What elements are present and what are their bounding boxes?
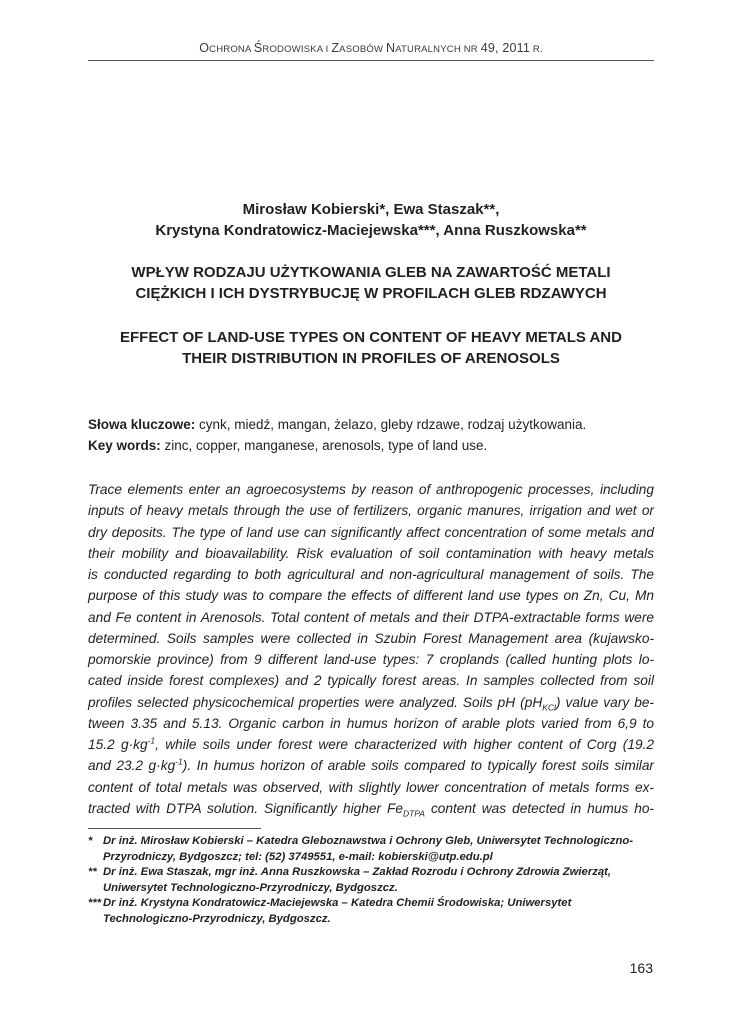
journal-name-part: ATURALNYCH NR bbox=[395, 44, 481, 55]
footnote bbox=[88, 896, 654, 927]
authors-line: Krystyna Kondratowicz-Maciejewska***, Anna Ruszkowska** bbox=[155, 222, 587, 239]
abstract-text: ) value vary be- bbox=[555, 694, 654, 710]
title-english-line: EFFECT OF LAND-USE TYPES ON CONTENT OF HEAVY METALS AND bbox=[120, 329, 622, 346]
abstract-text: , while soils under forest were characterized with higher content of Corg (19.2 bbox=[155, 737, 654, 752]
superscript: -1 bbox=[147, 735, 156, 746]
abstract-line: dry deposits. The type of land use can significantly affect concentration of some metals and bbox=[88, 524, 654, 540]
abstract-line bbox=[88, 755, 654, 776]
footnote bbox=[88, 834, 654, 865]
journal-name-part: Ś bbox=[253, 41, 263, 55]
footnotes bbox=[88, 834, 654, 927]
superscript: -1 bbox=[175, 756, 183, 767]
abstract-text: content was detected in humus ho- bbox=[424, 800, 654, 816]
title-english-line: THEIR DISTRIBUTION IN PROFILES OF ARENOSOLS bbox=[182, 350, 560, 367]
footnote-text: Dr inż. Ewa Staszak, mgr inż. Anna Ruszkowska – Zakład Rozrodu i Ochrony Zdrowia Zwierząt, Uniwersytet Technologiczno-Przyrodniczy, Bydgoszcz. bbox=[103, 866, 612, 894]
abstract-text: and 23.2 g·kg bbox=[88, 758, 176, 774]
title-english bbox=[88, 327, 654, 369]
footnote-text: Dr inż. Mirosław Kobierski – Katedra Gleboznawstwa i Ochrony Gleb, Uniwersytet Technologiczno-Przyrodniczy, Bydgoszcz; tel: (52) 3749551, e-mail: kobierski@utp.edu.pl bbox=[103, 835, 634, 863]
abstract-line bbox=[88, 798, 654, 819]
abstract-line bbox=[88, 734, 654, 755]
footnote-text: Dr inż. Krystyna Kondratowicz-Maciejewska – Katedra Chemii Środowiska; Uniwersytet Technologiczno-Przyrodniczy, Bydgoszcz. bbox=[103, 897, 572, 925]
subscript: KCl bbox=[542, 702, 556, 713]
footnote-mark: ** bbox=[88, 866, 97, 878]
keywords-english-text: zinc, copper, manganese, arenosols, type of land use. bbox=[160, 438, 488, 453]
title-polish-line: CIĘŻKICH I ICH DYSTRYBUCJĘ W PROFILACH GLEB RDZAWYCH bbox=[135, 285, 607, 302]
abstract-text: ). In humus horizon of arable soils compared to typically forest soils similar bbox=[182, 758, 654, 774]
abstract-line: pomorskie province) from 9 different land-use types: 7 croplands (called hunting plots lo- bbox=[88, 652, 654, 667]
footnote-mark: * bbox=[88, 835, 93, 847]
abstract-line: Trace elements enter an agroecosystems by reason of anthropogenic processes, including bbox=[88, 482, 654, 497]
journal-name-part: Z bbox=[331, 41, 340, 55]
keywords-polish-text: cynk, miedź, mangan, żelazo, gleby rdzawe, rodzaj użytkowania. bbox=[195, 417, 587, 432]
journal-name-part: N bbox=[385, 41, 396, 55]
authors-line: Mirosław Kobierski*, Ewa Staszak**, bbox=[242, 201, 500, 218]
page-number: 163 bbox=[629, 960, 653, 976]
running-header bbox=[88, 41, 654, 55]
abstract-line: is conducted regarding to both agricultural and non-agricultural management of soils. The bbox=[88, 567, 654, 582]
journal-name-part: RODOWISKA I bbox=[262, 44, 332, 55]
abstract-line: tween 3.35 and 5.13. Organic carbon in humus horizon of arable plots varied from 6,9 to bbox=[88, 715, 654, 731]
footnote-rule bbox=[88, 828, 261, 829]
abstract-line: inputs of heavy metals through the use of fertilizers, organic manures, irrigation and wet or bbox=[88, 503, 654, 519]
journal-name-part: CHRONA bbox=[209, 44, 254, 55]
title-polish bbox=[88, 262, 654, 304]
journal-issue-suffix: R. bbox=[530, 44, 543, 55]
abstract-line: cated inside forest complexes) and 2 typically forest areas. In samples collected from soil bbox=[88, 673, 654, 689]
footnote-mark: *** bbox=[88, 897, 102, 909]
abstract-line: their mobility and bioavailability. Risk evaluation of soil contamination with heavy metals bbox=[88, 545, 654, 561]
keywords-polish bbox=[88, 414, 654, 435]
footnote bbox=[88, 865, 654, 896]
keywords-english bbox=[88, 435, 654, 456]
journal-issue: 49, 2011 bbox=[480, 41, 531, 55]
abstract-line: content of total metals was observed, with slightly lower concentration of metals forms ex- bbox=[88, 779, 654, 795]
abstract-line: purpose of this study was to compare the effects of different land use types on Zn, Cu, Mn bbox=[88, 588, 654, 604]
subscript: DTPA bbox=[402, 808, 425, 819]
abstract-text: tracted with DTPA solution. Significantly higher Fe bbox=[88, 800, 403, 816]
abstract bbox=[88, 479, 654, 819]
keywords bbox=[88, 414, 654, 456]
journal-name-part: ASOBÓW bbox=[339, 44, 386, 55]
keywords-english-label: Key words: bbox=[88, 438, 161, 453]
abstract-line bbox=[88, 692, 654, 713]
keywords-polish-label: Słowa kluczowe: bbox=[88, 417, 196, 432]
authors bbox=[88, 199, 654, 241]
title-polish-line: WPŁYW RODZAJU UŻYTKOWANIA GLEB NA ZAWARTOŚĆ METALI bbox=[131, 264, 611, 281]
journal-name-part: O bbox=[199, 41, 210, 55]
abstract-line: and Fe content in Arenosols. Total content of metals and their DTPA-extractable forms were bbox=[88, 609, 654, 625]
abstract-text: profiles selected physicochemical properties were analyzed. Soils pH (pH bbox=[88, 694, 543, 710]
header-rule bbox=[88, 60, 654, 61]
abstract-text: 15.2 g·kg bbox=[88, 737, 148, 752]
abstract-line: determined. Soils samples were collected in Szubin Forest Management area (kujawsko- bbox=[88, 630, 654, 646]
